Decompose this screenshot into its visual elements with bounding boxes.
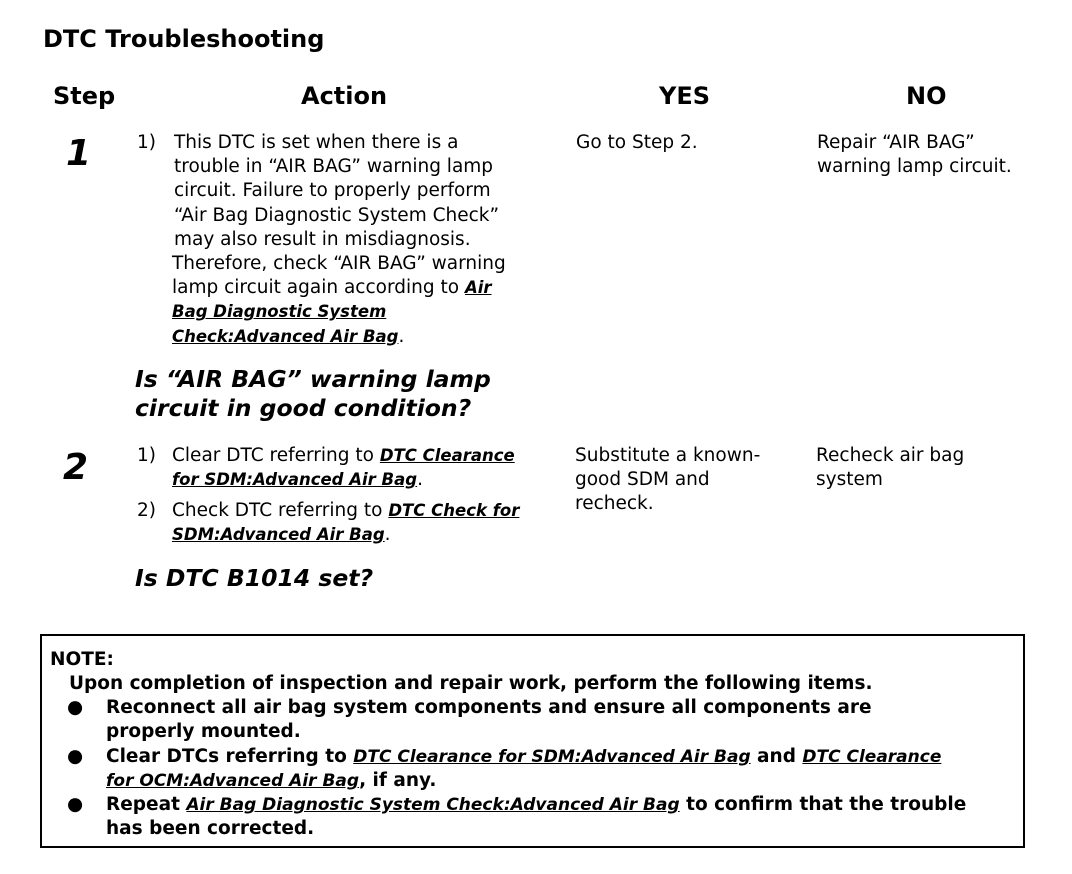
- note-line: Reconnect all air bag system components and ensure all components are: [106, 697, 872, 718]
- note-title: NOTE:: [50, 649, 114, 670]
- step-2-item-1: [172, 444, 562, 492]
- step-2-yes-line: Substitute a known-: [575, 445, 761, 466]
- dtc-clearance-ocm-link[interactable]: DTC Clearance: [802, 747, 942, 767]
- step-2-item-2: [172, 499, 562, 547]
- dtc-clearance-sdm-link[interactable]: DTC Clearance for SDM:Advanced Air Bag: [353, 747, 751, 767]
- dtc-clearance-sdm-link[interactable]: DTC Clearance: [379, 446, 515, 465]
- step-1-no-line: warning lamp circuit.: [817, 156, 1012, 178]
- note-text: to confirm that the trouble: [679, 794, 967, 815]
- note-item-1: [106, 696, 1021, 744]
- note-item-3: [106, 793, 1021, 841]
- step-1-line: trouble in “AIR BAG” warning lamp: [174, 156, 494, 178]
- header-no: NO: [906, 82, 947, 110]
- bullet-icon: ●: [67, 697, 84, 718]
- step-2-question: Is DTC B1014 set?: [135, 564, 374, 592]
- header-yes: YES: [659, 82, 711, 110]
- question-line: circuit in good condition?: [135, 394, 472, 422]
- air-bag-diagnostic-link[interactable]: Bag Diagnostic System: [172, 302, 387, 322]
- air-bag-diagnostic-link[interactable]: Air: [464, 278, 492, 298]
- step-1-line: This DTC is set when there is a: [174, 132, 459, 153]
- note-intro: Upon completion of inspection and repair work, perform the following items.: [69, 673, 873, 694]
- dtc-check-sdm-link[interactable]: DTC Check for: [388, 501, 520, 520]
- header-step: Step: [53, 82, 116, 110]
- item-text: Clear DTC referring to: [172, 445, 380, 466]
- note-text: Clear DTCs referring to: [106, 746, 354, 767]
- note-line: properly mounted.: [106, 721, 301, 743]
- step-1-line: may also result in misdiagnosis.: [174, 228, 471, 250]
- item-period: .: [417, 469, 423, 491]
- step-2-no-line: Recheck air bag: [816, 445, 965, 466]
- note-line: has been corrected.: [106, 818, 315, 840]
- step-2-item-2-number: 2): [137, 500, 156, 521]
- note-text: , if any.: [359, 770, 437, 792]
- step-2-yes-line: good SDM and: [575, 469, 710, 491]
- dtc-clearance-ocm-link[interactable]: for OCM:Advanced Air Bag: [106, 771, 360, 792]
- note-text: Repeat: [106, 794, 187, 815]
- step-1-line: [172, 276, 554, 300]
- page-title: DTC Troubleshooting: [43, 25, 325, 53]
- step-2-yes-line: recheck.: [575, 493, 654, 515]
- step-2-item-1-number: 1): [137, 445, 156, 466]
- bullet-icon: ●: [67, 794, 84, 815]
- bullet-icon: ●: [67, 746, 84, 767]
- question-line: Is “AIR BAG” warning lamp: [135, 365, 491, 393]
- step-2-no-line: system: [816, 469, 883, 491]
- step-1-line-text: lamp circuit again according to: [172, 277, 465, 299]
- item-period: .: [384, 524, 391, 546]
- item-text: Check DTC referring to: [172, 500, 389, 521]
- air-bag-diagnostic-link[interactable]: Check:Advanced Air Bag: [172, 326, 399, 346]
- step-1-line: circuit. Failure to properly perform: [174, 180, 491, 202]
- air-bag-diagnostic-link[interactable]: Air Bag Diagnostic System Check:Advanced Air Bag: [186, 795, 680, 815]
- step-1-number: 1: [66, 133, 92, 174]
- dtc-clearance-sdm-link[interactable]: for SDM:Advanced Air Bag: [172, 470, 418, 490]
- step-2-no: [816, 444, 964, 492]
- step-2-number: 2: [63, 447, 89, 488]
- step-1-no-line: Repair “AIR BAG”: [817, 132, 975, 153]
- step-1-line: Therefore, check “AIR BAG” warning: [172, 253, 506, 275]
- step-1-link-period: .: [398, 325, 405, 347]
- step-1-question: [135, 365, 491, 423]
- dtc-check-sdm-link[interactable]: SDM:Advanced Air Bag: [172, 525, 385, 545]
- header-action: Action: [301, 82, 388, 110]
- note-text: and: [750, 746, 803, 767]
- step-1-line: “Air Bag Diagnostic System Check”: [174, 204, 500, 226]
- step-2-yes: [575, 444, 760, 517]
- step-1-item-number: 1): [137, 132, 156, 153]
- step-1-no: [817, 131, 1012, 179]
- step-1-action: [174, 131, 554, 349]
- note-item-2: [106, 745, 1021, 793]
- note-box: [40, 634, 1025, 848]
- step-1-yes: Go to Step 2.: [576, 132, 698, 153]
